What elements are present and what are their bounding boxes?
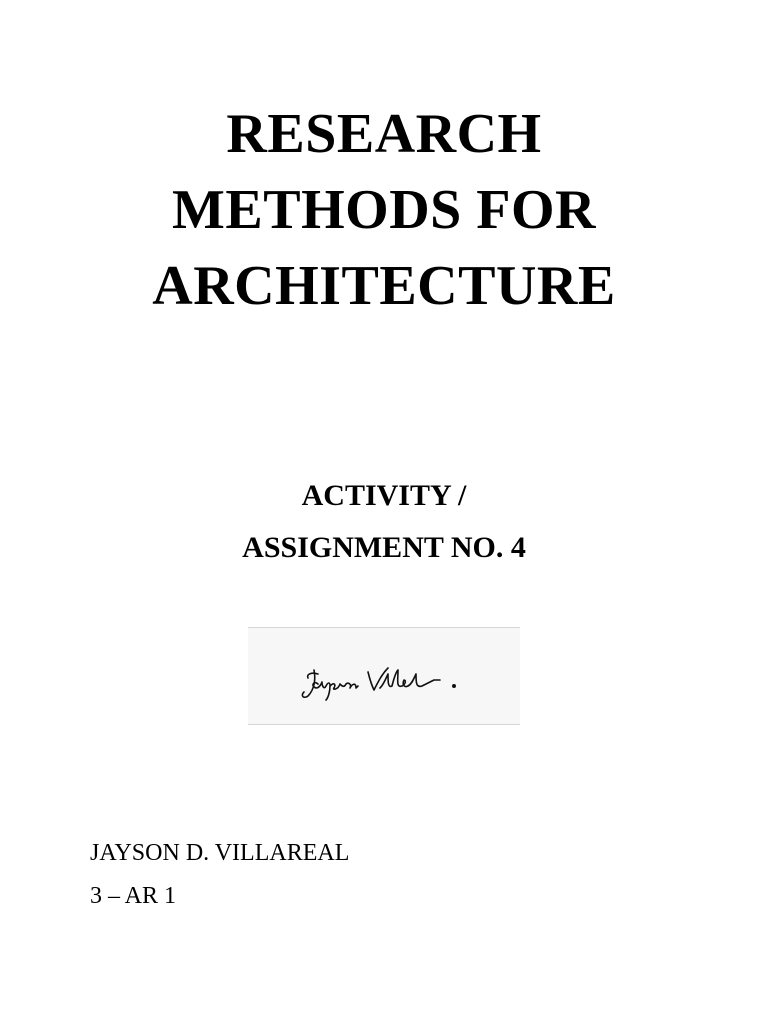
author-name: JAYSON D. VILLAREAL bbox=[90, 840, 350, 866]
handwritten-signature bbox=[248, 628, 520, 724]
signature-image bbox=[248, 627, 520, 725]
subtitle-line-2: ASSIGNMENT NO. 4 bbox=[242, 531, 526, 564]
title-line-2: METHODS FOR bbox=[172, 179, 596, 241]
author-section: 3 – AR 1 bbox=[90, 883, 177, 909]
author-block bbox=[90, 832, 349, 918]
subtitle-line-1: ACTIVITY / bbox=[301, 479, 467, 512]
document-subtitle bbox=[0, 470, 768, 574]
title-line-3: ARCHITECTURE bbox=[152, 255, 616, 317]
document-title bbox=[0, 96, 768, 324]
title-line-1: RESEARCH bbox=[226, 103, 542, 165]
